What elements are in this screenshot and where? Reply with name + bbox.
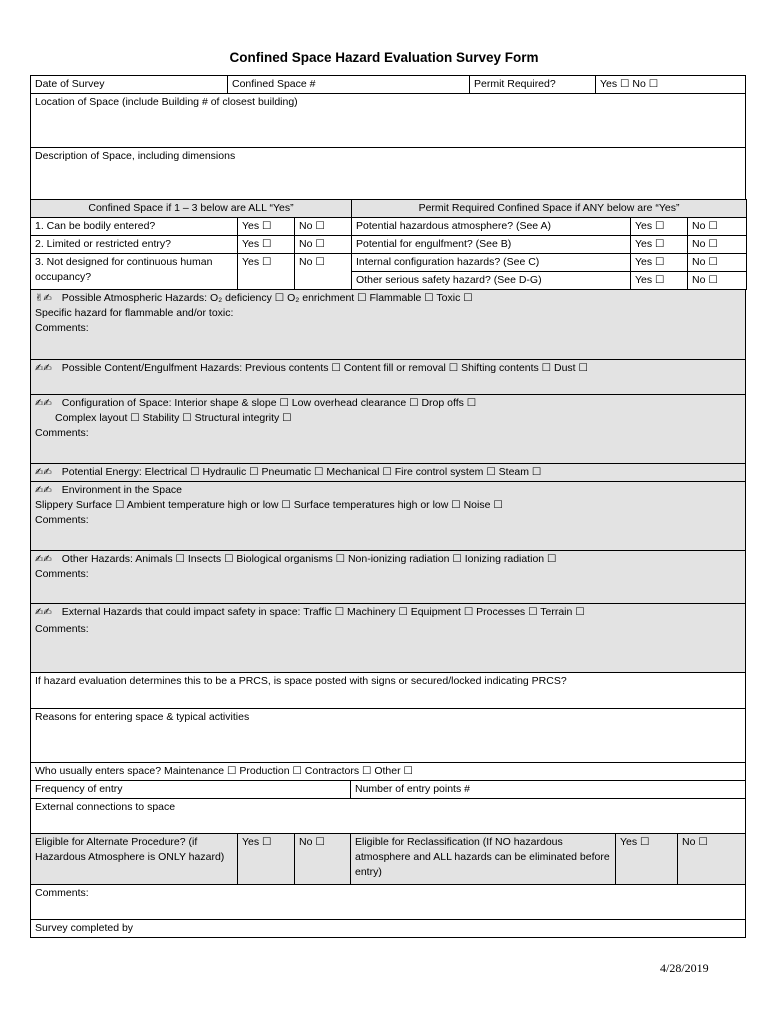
entry-points-field[interactable]: Number of entry points # <box>351 781 746 799</box>
external-connections-field[interactable]: External connections to space <box>31 799 746 834</box>
pointing-hand-icon: ✍✍ <box>35 554 52 565</box>
comments-label: Comments: <box>35 427 89 439</box>
other-hazards-options: Other Hazards: Animals ☐ Insects ☐ Biological organisms ☐ Non-ionizing radiation ☐ Ionizing radiation ☐ <box>61 553 557 565</box>
no-checkbox[interactable]: No ☐ <box>688 254 747 272</box>
yes-checkbox[interactable]: Yes ☐ <box>238 236 295 254</box>
comments-label: Comments: <box>35 514 89 526</box>
yes-checkbox[interactable]: Yes ☐ <box>238 254 295 290</box>
configuration-options: Configuration of Space: Interior shape & slope ☐ Low overhead clearance ☐ Drop offs ☐ <box>61 397 477 409</box>
permit-required-criteria-header: Permit Required Confined Space if ANY below are “Yes” <box>352 200 747 218</box>
content-hazards-options: Possible Content/Engulfment Hazards: Previous contents ☐ Content fill or removal ☐ Shifting contents ☐ Dust ☐ <box>61 362 588 374</box>
comments-label: Comments: <box>35 322 89 334</box>
entry-table <box>30 780 746 799</box>
yes-checkbox[interactable]: Yes ☐ <box>238 218 295 236</box>
environment-heading: Environment in the Space <box>61 484 183 496</box>
location-table <box>30 93 746 200</box>
criteria-table <box>30 199 747 290</box>
yes-checkbox[interactable]: Yes ☐ <box>631 272 688 290</box>
no-checkbox[interactable]: No ☐ <box>295 254 352 290</box>
no-checkbox[interactable]: No ☐ <box>688 218 747 236</box>
external-hazards-section[interactable] <box>31 604 746 673</box>
permit-required-label: Permit Required? <box>470 76 596 94</box>
criteria-question: 3. Not designed for continuous human occupancy? <box>31 254 238 290</box>
description-field[interactable]: Description of Space, including dimensions <box>31 148 746 200</box>
reclass-yes-checkbox[interactable]: Yes ☐ <box>616 834 678 885</box>
configuration-hazards-section[interactable] <box>31 395 746 464</box>
other-hazards-section[interactable] <box>31 551 746 604</box>
energy-hazards-section[interactable] <box>31 464 746 482</box>
permit-question: Potential for engulfment? (See B) <box>352 236 631 254</box>
form-title: Confined Space Hazard Evaluation Survey Form <box>229 50 539 65</box>
yes-checkbox[interactable]: Yes ☐ <box>631 236 688 254</box>
criteria-question: 1. Can be bodily entered? <box>31 218 238 236</box>
criteria-question: 2. Limited or restricted entry? <box>31 236 238 254</box>
final-table <box>30 884 746 938</box>
yes-checkbox[interactable]: Yes ☐ <box>631 218 688 236</box>
yes-checkbox[interactable]: Yes ☐ <box>631 254 688 272</box>
energy-options: Potential Energy: Electrical ☐ Hydraulic ☐ Pneumatic ☐ Mechanical ☐ Fire control system ☐ Steam ☐ <box>61 466 542 478</box>
eligibility-table <box>30 833 746 885</box>
pointing-hand-icon: ✍✍ <box>35 363 52 374</box>
permit-question: Internal configuration hazards? (See C) <box>352 254 631 272</box>
pointing-hand-icon: ✍✍ <box>35 398 52 409</box>
no-checkbox[interactable]: No ☐ <box>688 236 747 254</box>
confined-space-number-field[interactable]: Confined Space # <box>228 76 470 94</box>
prcs-posted-question[interactable]: If hazard evaluation determines this to be a PRCS, is space posted with signs or secured/locked indicating PRCS? <box>31 673 746 709</box>
environment-section[interactable] <box>31 482 746 551</box>
alternate-no-checkbox[interactable]: No ☐ <box>295 834 351 885</box>
comments-label: Comments: <box>35 623 89 635</box>
survey-completed-by-field[interactable]: Survey completed by <box>31 920 746 938</box>
reclassification-label: Eligible for Reclassification (If NO hazardous atmosphere and ALL hazards can be eliminated before entry) <box>351 834 616 885</box>
permit-question: Other serious safety hazard? (See D-G) <box>352 272 631 290</box>
comments-label: Comments: <box>35 568 89 580</box>
atmospheric-hazards-section[interactable] <box>31 290 746 360</box>
pointing-hand-icon: ✍✍ <box>35 467 52 478</box>
who-enters-field[interactable]: Who usually enters space? Maintenance ☐ Production ☐ Contractors ☐ Other ☐ <box>31 763 746 781</box>
no-checkbox[interactable]: No ☐ <box>688 272 747 290</box>
header-row-table <box>30 75 746 94</box>
alternate-yes-checkbox[interactable]: Yes ☐ <box>238 834 295 885</box>
no-checkbox[interactable]: No ☐ <box>295 218 352 236</box>
confined-space-criteria-header: Confined Space if 1 – 3 below are ALL “Yes” <box>31 200 352 218</box>
frequency-of-entry-field[interactable]: Frequency of entry <box>31 781 351 799</box>
reasons-for-entering-field[interactable]: Reasons for entering space & typical activities <box>31 709 746 763</box>
hazards-table <box>30 289 746 781</box>
pointing-hand-icon: ✍✍ <box>35 607 52 618</box>
location-field[interactable]: Location of Space (include Building # of closest building) <box>31 94 746 148</box>
final-comments-field[interactable]: Comments: <box>31 885 746 920</box>
permit-required-checkboxes[interactable]: Yes ☐ No ☐ <box>596 76 746 94</box>
date-of-survey-field[interactable]: Date of Survey <box>31 76 228 94</box>
footer-date: 4/28/2019 <box>660 961 709 975</box>
configuration-options-line2: Complex layout ☐ Stability ☐ Structural integrity ☐ <box>55 412 292 424</box>
permit-question: Potential hazardous atmosphere? (See A) <box>352 218 631 236</box>
external-hazards-options: External Hazards that could impact safety in space: Traffic ☐ Machinery ☐ Equipment ☐ Processes ☐ Terrain ☐ <box>61 606 585 618</box>
external-connections-table <box>30 798 746 834</box>
content-hazards-section[interactable] <box>31 360 746 395</box>
reclass-no-checkbox[interactable]: No ☐ <box>678 834 746 885</box>
specific-hazard-label: Specific hazard for flammable and/or toxic: <box>35 307 234 319</box>
alternate-procedure-label: Eligible for Alternate Procedure? (if Hazardous Atmosphere is ONLY hazard) <box>31 834 238 885</box>
atmospheric-hazards-options: Possible Atmospheric Hazards: O₂ deficiency ☐ O₂ enrichment ☐ Flammable ☐ Toxic ☐ <box>61 292 473 304</box>
no-checkbox[interactable]: No ☐ <box>295 236 352 254</box>
pointing-hand-icon: ✍✍ <box>35 485 52 496</box>
survey-form <box>30 75 746 938</box>
pointing-hand-icon: ✌✍ <box>35 293 52 304</box>
environment-options: Slippery Surface ☐ Ambient temperature high or low ☐ Surface temperatures high or low ☐ Noise ☐ <box>35 499 503 511</box>
